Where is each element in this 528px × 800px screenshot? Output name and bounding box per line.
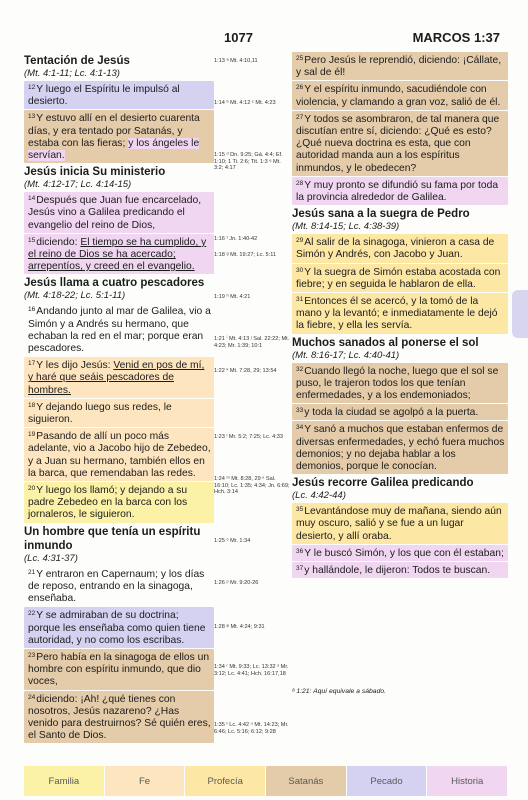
cross-reference: 1:23 ˡ Mr. 5:2; 7:25; Lc. 4:33 bbox=[214, 434, 283, 440]
color-legend bbox=[24, 766, 508, 796]
verse-15: $^{15}$diciendo: El tiempo se ha cumplido, y el reino de Dios se ha acercado; arrepentíos, y creed en el evangelio. bbox=[24, 234, 214, 275]
verse-20: $^{20}$Y luego los llamó; y dejando a su padre Zebedeo en la barca con los jornaleros, le siguieron. bbox=[24, 482, 214, 523]
verse-23: $^{23}$Pero había en la sinagoga de ellos un hombre con espíritu inmundo, que dio voces, bbox=[24, 649, 214, 690]
page-header bbox=[0, 30, 528, 48]
verse-13: $^{13}$Y estuvo allí en el desierto cuarenta días, y era tentado por Satanás, y estaba con las fieras; y los ángeles le servían. bbox=[24, 110, 214, 163]
verse-12: $^{12}$Y luego el Espíritu le impulsó al desierto. bbox=[24, 81, 214, 109]
page-number: 1077 bbox=[224, 30, 253, 45]
section-reference: (Lc. 4:42-44) bbox=[292, 490, 346, 502]
cross-reference: 1:34 ʳ Mt. 9:33; Lc. 13:32 ˢ Mr. 3:12; Lc. 4:41; Hch. 16:17,18 bbox=[214, 664, 289, 677]
section-title: Tentación de Jesús bbox=[24, 55, 130, 67]
verse-32: $^{32}$Cuando llegó la noche, luego que el sol se puso, le trajeron todos los que tenían enfermedades, y a los endemoniados; bbox=[292, 363, 508, 404]
verse-27: $^{27}$Y todos se asombraron, de tal manera que discutían entre sí, diciendo: ¿Qué es esto? ¿Qué nueva doctrina es esta, que con autoridad manda aun a los espíritus inmundos, y le obedecen? bbox=[292, 111, 508, 176]
verse-14: $^{14}$Después que Juan fue encarcelado, Jesús vino a Galilea predicando el evangelio del reino de Dios, bbox=[24, 192, 214, 233]
cross-reference: 1:15 ᵈ Dn. 9:25; Gá. 4:4; Ef. 1:10; 1 Ti. 2:6; Tit. 1:3 ᵉ Mt. 3:2; 4:17 bbox=[214, 152, 283, 172]
running-head: MARCOS 1:37 bbox=[412, 30, 500, 45]
legend-satanas: Satanás bbox=[266, 766, 346, 796]
cross-reference: 1:16 ᶠ Jn. 1:40-42 bbox=[214, 236, 258, 242]
thumb-index-tab bbox=[512, 290, 528, 338]
verse-34: $^{34}$Y sanó a muchos que estaban enfermos de diversas enfermedades, y echó fuera muchos demonios; y no dejaba hablar a los demonios, porque le conocían. bbox=[292, 421, 508, 474]
section-title: Jesús llama a cuatro pescadores bbox=[24, 277, 205, 290]
cross-reference: 1:26 ᵖ Mr. 9:20-26 bbox=[214, 580, 259, 586]
legend-historia: Historia bbox=[427, 766, 507, 796]
verse-16: $^{16}$Andando junto al mar de Galilea, vio a Simón y a Andrés su hermano, que echaban la red en el mar; porque eran pescadores. bbox=[28, 306, 211, 355]
verse-31: $^{31}$Entonces él se acercó, y la tomó de la mano y la levantó; e inmediatamente le dejó la fiebre, y ella les servía. bbox=[292, 293, 508, 334]
verse-33: $^{33}$y toda la ciudad se agolpó a la puerta. bbox=[292, 404, 508, 420]
cross-reference: 1:21 ⁱ Mt. 4:13 ʲ Sal. 22:22; Mt. 4:23; Mr. 1:39; 10:1 bbox=[214, 336, 290, 349]
footnote: ᵃ 1:21: Aquí equivale a sábado. bbox=[292, 688, 387, 695]
verse-26: $^{26}$Y el espíritu inmundo, sacudiéndole con violencia, y clamando a gran voz, salió de él. bbox=[292, 81, 508, 109]
cross-reference: 1:13 ᵃ Mt. 4:10,11 bbox=[214, 58, 258, 64]
section-reference: (Mt. 8:14-15; Lc. 4:38-39) bbox=[292, 221, 400, 233]
section-title: Muchos sanados al ponerse el sol bbox=[292, 336, 479, 349]
section-reference: (Mt. 4:1-11; Lc. 4:1-13) bbox=[24, 68, 120, 79]
verse-25: $^{25}$Pero Jesús le reprendió, diciendo: ¡Cállate, y sal de él! bbox=[292, 52, 508, 80]
cross-reference: 1:19 ʰ Mt. 4:21 bbox=[214, 294, 251, 300]
verse-19: $^{19}$Pasando de allí un poco más adelante, vio a Jacobo hijo de Zebedeo, y a Juan su hermano, también ellos en la barca, que remendaban las redes. bbox=[24, 428, 214, 481]
cross-reference: 1:35 ᵗ Lc. 4:42 ᵘ Mt. 14:23; Mr. 6:46; Lc. 5:16; 6:12; 9:28 bbox=[214, 722, 289, 735]
section-reference: (Lc. 4:31-37) bbox=[24, 552, 78, 564]
cross-reference: 1:24 ᵐ Mt. 8:28, 29 ⁿ Sal. 16:10; Lc. 1:35; 4:34; Jn. 6:69; Hch. 3:14 bbox=[214, 476, 290, 496]
verse-21: $^{21}$Y entraron en Capernaum; y los días de reposo, entrando en la sinagoga, enseñaba. bbox=[28, 568, 205, 605]
verse-30: $^{30}$Y la suegra de Simón estaba acostada con fiebre; y en seguida le hablaron de ella. bbox=[292, 264, 508, 292]
right-column bbox=[292, 52, 508, 579]
section-title: Jesús recorre Galilea predicando bbox=[292, 477, 474, 490]
verse-18: $^{18}$Y dejando luego sus redes, le siguieron. bbox=[24, 399, 214, 427]
verse-36: $^{36}$Y le buscó Simón, y los que con él estaban; bbox=[292, 545, 508, 561]
verse-22: $^{22}$Y se admiraban de su doctrina; porque les enseñaba como quien tiene autoridad, y no como los escribas. bbox=[24, 607, 214, 648]
legend-pecado: Pecado bbox=[347, 766, 427, 796]
cross-reference: 1:25 ᵒ Mr. 1:34 bbox=[214, 538, 251, 544]
section-reference: (Mt. 4:18-22; Lc. 5:1-11) bbox=[24, 290, 126, 302]
left-column bbox=[24, 52, 214, 744]
section-title: Jesús sana a la suegra de Pedro bbox=[292, 208, 470, 221]
section-reference: (Mt. 4:12-17; Lc. 4:14-15) bbox=[24, 179, 132, 191]
section-reference: (Mt. 8:16-17; Lc. 4:40-41) bbox=[292, 349, 400, 361]
section-title: Un hombre que tenía un espíritu inmundo bbox=[24, 525, 201, 552]
cross-reference: 1:18 ᵍ Mt. 19:27; Lc. 5:11 bbox=[214, 252, 277, 258]
cross-reference: 1:22 ᵏ Mt. 7:28, 29; 13:54 bbox=[214, 368, 277, 374]
verse-28: $^{28}$Y muy pronto se difundió su fama por toda la provincia alrededor de Galilea. bbox=[292, 177, 508, 205]
verse-35: $^{35}$Levantándose muy de mañana, siendo aún muy oscuro, salió y se fue a un lugar desierto, y allí oraba. bbox=[292, 503, 508, 544]
verse-37: $^{37}$y hallándole, le dijeron: Todos te buscan. bbox=[292, 562, 508, 578]
legend-fe: Fe bbox=[105, 766, 185, 796]
legend-familia: Familia bbox=[24, 766, 104, 796]
section-title: Jesús inicia Su ministerio bbox=[24, 166, 166, 179]
legend-profecia: Profecía bbox=[185, 766, 265, 796]
cross-reference: 1:14 ᵇ Mt. 4:12 ᶜ Mt. 4:23 bbox=[214, 100, 276, 106]
verse-17: $^{17}$Y les dijo Jesús: Venid en pos de mí, y haré que seáis pescadores de hombres. bbox=[24, 357, 214, 398]
verse-29: $^{29}$Al salir de la sinagoga, vinieron a casa de Simón y Andrés, con Jacobo y Juan. bbox=[292, 234, 508, 262]
verse-24: $^{24}$diciendo: ¡Ah! ¿qué tienes con nosotros, Jesús nazareno? ¿Has venido para destruirnos? Sé quién eres, el Santo de Dios. bbox=[24, 691, 214, 744]
cross-reference: 1:28 ᵠ Mt. 4:24; 9:31 bbox=[214, 624, 265, 630]
